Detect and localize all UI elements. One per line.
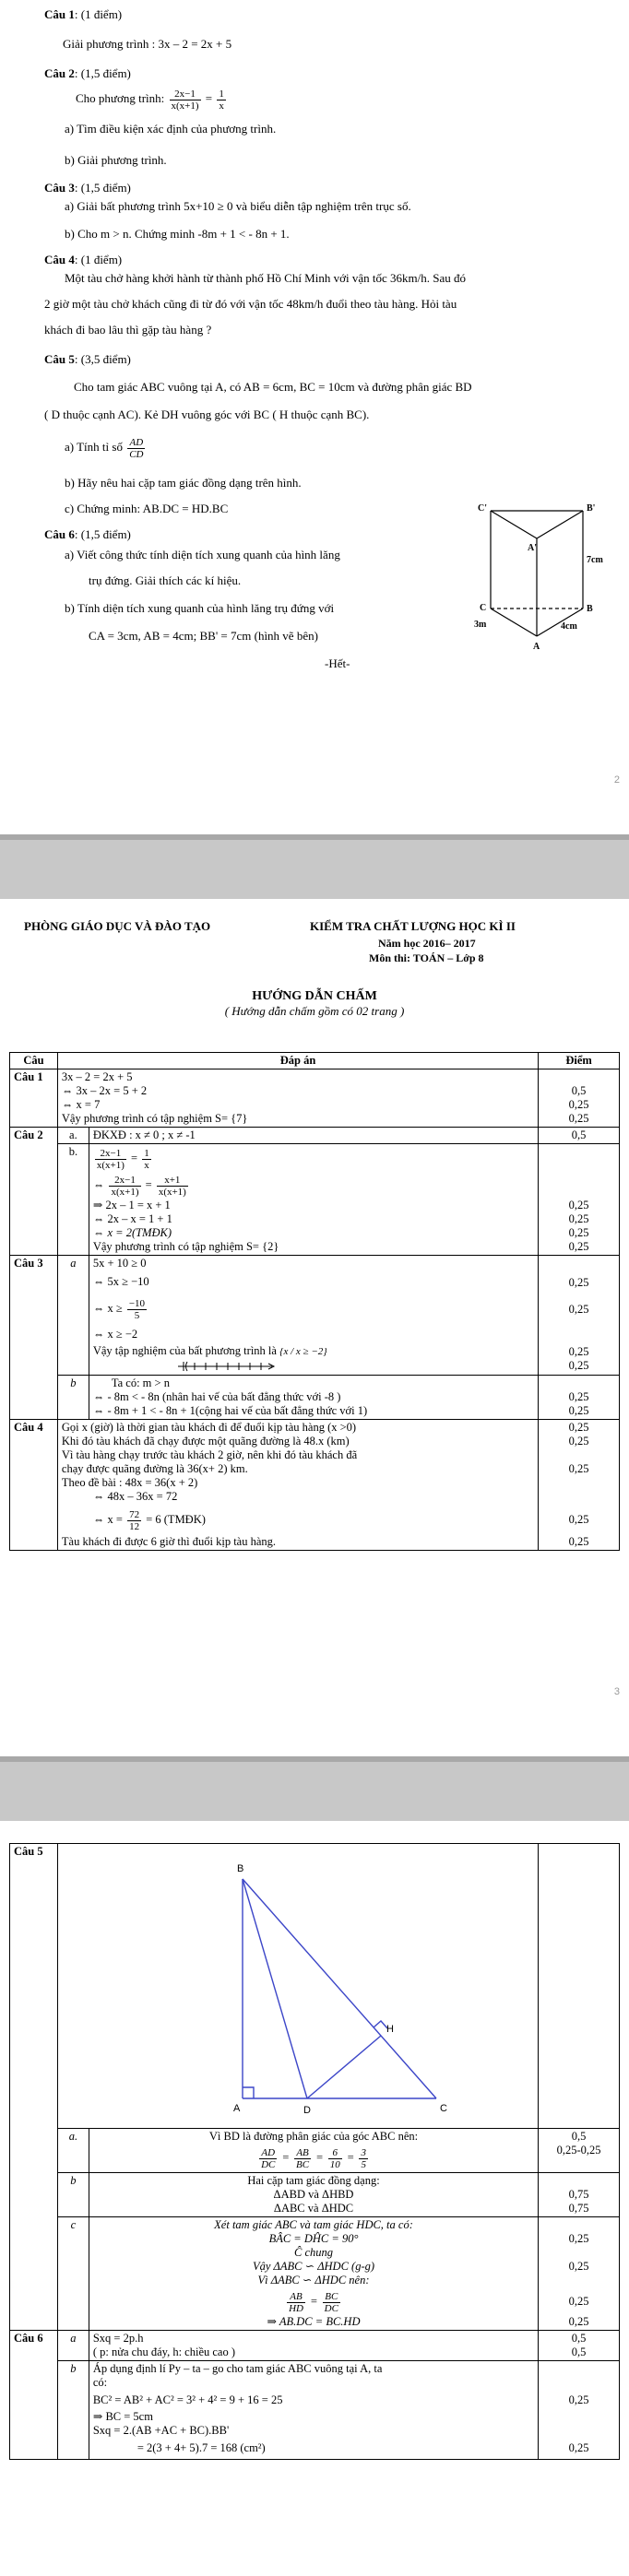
answer-line: Vì ΔABC ∽ ΔHDC nên: [257,2274,370,2286]
exam-title: KIỂM TRA CHẤT LƯỢNG HỌC KÌ II [310,919,516,933]
score-value: 0,25 [568,1276,589,1289]
prism-label-ca: 3m [474,620,487,630]
col-header-question: Câu [10,1053,58,1069]
answer-line: Vậy phương trình có tập nghiệm S= {2} [92,1240,279,1253]
q4-heading: Câu 4: (1 điểm) [44,253,123,266]
col-header-score: Điểm [539,1053,620,1069]
answer-line: ⇔ $\frac{2x-1}{x(x+1)}$ = $\frac{x+1}{x(x+1)}$ [92,1174,186,1198]
score-value: 0,25 [568,1226,589,1239]
page-separator [0,1756,629,1821]
score-value: 0,5 [571,2130,587,2143]
answer-cell [57,1420,538,1551]
score-value: 0,5 [571,2332,587,2345]
score-cell [539,1069,620,1128]
q5-line-2: ( D thuộc cạnh AC). Kẻ DH vuông góc với BC ( H thuộc cạnh BC). [44,408,370,421]
q6-part-a-2: trụ đứng. Giải thích các kí hiệu. [89,573,242,587]
answer-line: ⇔ 3x – 2x = 5 + 2 [61,1084,148,1097]
question-label: Câu 5 [10,1844,58,2331]
q2-heading: Câu 2: (1,5 điểm) [44,66,131,80]
tri-label-b: B [236,1863,244,1874]
table-row [10,2331,620,2361]
part-label: b [57,2361,89,2460]
table-row [10,1144,620,1256]
score-value: 0,25 [568,1435,589,1448]
answer-line: ⇔ 48x – 36x = 72 [92,1490,178,1504]
page-number: 2 [613,774,620,786]
score-value: 0,25 [568,1404,589,1418]
answer-line: ⇔ 2x – x = 1 + 1 [92,1212,172,1225]
answer-line: Vậy tập nghiệm của bất phương trình là {x / x ≥ −2} [92,1344,327,1357]
score-value: 0,25 [568,1359,589,1372]
score-value: 0,5 [571,2346,587,2358]
score-value: 0,25 [568,1303,589,1316]
answer-line: ⇔ - 8m + 1 < - 8n + 1(cộng hai vế của bất đẳng thức với 1) [92,1404,368,1418]
q2-part-a: a) Tìm điều kiện xác định của phương trình. [65,122,277,136]
score-value: 0,25 [568,2232,589,2245]
score-value: 0,25 [568,1390,589,1404]
score-cell [539,2217,620,2331]
answer-line: chạy được quãng đường là 36(x+ 2) km. [61,1462,248,1476]
answer-line: Vậy ΔABC ∽ ΔHDC (g-g) [252,2260,375,2273]
score-cell [539,1844,620,2129]
answer-line: ⇔ - 8m < - 8n (nhân hai vế của bất đẳng thức với -8 ) [92,1390,341,1404]
answer-line: Vì BD là đường phân giác của góc ABC nên: [208,2130,419,2143]
score-cell [539,2173,620,2217]
answer-line: Tàu khách đi được 6 giờ thì đuổi kịp tàu hàng. [61,1535,277,1549]
table-header-row [10,1053,620,1069]
score-value: 0,25 [568,2315,589,2328]
score-cell [539,1128,620,1144]
table-row [10,1256,620,1376]
score-cell [539,2129,620,2173]
answer-cell [89,2173,538,2217]
answer-line: ⇒ AB.DC = BC.HD [267,2315,361,2328]
tri-label-h: H [386,2024,394,2035]
answer-line: Áp dụng định lí Py – ta – go cho tam giác ABC vuông tại A, ta [92,2362,383,2375]
answer-line: Xét tam giác ABC và tam giác HDC, ta có: [214,2218,413,2231]
page-separator [0,834,629,899]
q6-part-b-2: CA = 3cm, AB = 4cm; BB' = 7cm (hình vẽ bên) [89,629,318,643]
figure-cell [57,1844,538,2129]
triangle-figure [215,1857,455,2115]
guide-subtitle: ( Hướng dẫn chấm gồm có 02 trang ) [224,1004,405,1018]
answer-cell [89,2129,538,2173]
part-label: c [57,2217,89,2331]
score-value: 0,25 [568,1535,589,1549]
prism-label-c1: C' [478,503,487,514]
answer-cell [89,2361,538,2460]
table-row [10,1420,620,1551]
answer-line: 5x + 10 ≥ 0 [92,1257,147,1270]
q3-part-a: a) Giải bất phương trình 5x+10 ≥ 0 và biểu diễn tập nghiệm trên trục số. [65,199,411,213]
q1-heading: Câu 1: (1 điểm) [44,7,123,21]
score-value: 0,25 [568,2441,589,2454]
score-value: 0,75 [568,2202,589,2215]
q2-equation: Cho phương trình: $\frac{2x-1}{x(x+1)}$ = $\frac{1}{x}$ [76,88,224,112]
prism-label-height: 7cm [587,555,603,565]
answer-line: Vậy phương trình có tập nghiệm S= {7} [61,1112,248,1125]
score-value: 0,25 [568,1240,589,1253]
q5-part-c: c) Chứng minh: AB.DC = HD.BC [65,502,229,515]
table-row [10,2129,620,2173]
answer-cell [89,1376,538,1420]
prism-label-b: B [587,604,593,614]
q4-line-2: 2 giờ một tàu chở khách cũng đi từ đó với vận tốc 48km/h đuổi theo tàu hàng. Hỏi tàu [44,297,457,311]
answer-line: ⇔ x = 7 [61,1098,101,1111]
q1-text: Giải phương trình : 3x – 2 = 2x + 5 [63,37,232,51]
score-cell [539,1256,620,1376]
answer-line: ⇒ 2x – 1 = x + 1 [92,1199,171,1211]
q5-line-1: Cho tam giác ABC vuông tại A, có AB = 6cm, BC = 10cm và đường phân giác BD [74,380,472,394]
answer-line: ΔABC và ΔHDC [273,2202,354,2215]
table-row [10,1376,620,1420]
question-label: Câu 6 [10,2331,58,2460]
score-value: 0,25 [568,1199,589,1211]
answer-line: ⇔ 5x ≥ −10 [92,1275,149,1288]
q5-part-b: b) Hãy nêu hai cặp tam giác đồng dạng trên hình. [65,476,302,490]
answer-line: ⇔ x ≥ −2 [92,1328,138,1341]
q2-part-b: b) Giải phương trình. [65,153,167,167]
prism-figure [472,500,611,656]
q4-line-3: khách đi bao lâu thì gặp tàu hàng ? [44,323,212,337]
guide-page-2 [0,1821,629,2576]
score-value: 0,25 [568,1345,589,1358]
answer-line: có: [92,2376,108,2389]
page-number: 3 [613,1686,620,1697]
question-label: Câu 3 [10,1256,58,1420]
score-value: 0,5 [571,1084,587,1097]
question-label: Câu 2 [10,1128,58,1256]
part-label: b [57,2173,89,2217]
number-line [93,1359,534,1374]
table-row [10,1069,620,1128]
guide-page-1 [0,899,629,1756]
answer-line: BC² = AB² + AC² = 3² + 4² = 9 + 16 = 25 [92,2393,283,2406]
answer-cell [89,1128,538,1144]
score-value: 0,75 [568,2188,589,2201]
q5-heading: Câu 5: (3,5 điểm) [44,352,131,366]
answer-line: Khi đó tàu khách đã chạy được một quãng đường là 48.x (km) [61,1435,350,1448]
prism-label-b1: B' [587,503,596,514]
answer-line: ⇒ BC = 5cm [92,2410,153,2423]
table-row [10,2173,620,2217]
q4-line-1: Một tàu chở hàng khởi hành từ thành phố Hồ Chí Minh với vận tốc 36km/h. Sau đó [65,271,466,285]
score-value: 0,25 [568,1421,589,1435]
score-value: 0,25 [568,1212,589,1225]
table-row [10,2217,620,2331]
answer-line: Gọi x (giờ) là thời gian tàu khách đi để đuổi kịp tàu hàng (x >0) [61,1421,357,1435]
tri-label-d: D [303,2105,311,2115]
answer-line: ( p: nửa chu đáy, h: chiều cao ) [92,2346,236,2358]
tri-label-c: C [439,2103,447,2114]
score-value: 0,25 [568,1513,589,1527]
table-row [10,1128,620,1144]
part-label: a [57,2331,89,2361]
answer-table-1 [9,1052,620,1551]
answer-cell [89,2331,538,2361]
number-line-icon [176,1359,278,1374]
score-value: 0,5 [571,1128,587,1141]
score-value: 0,25 [568,1112,589,1125]
answer-line: $\frac{AD}{DC}$ = $\frac{AB}{BC}$ = $\frac{6}{10}$ = $\frac{3}{5}$ [261,2146,366,2170]
score-value: 0,25 [568,2260,589,2273]
prism-label-a1: A' [528,543,537,553]
table-row [10,2361,620,2460]
answer-line: Ta có: m > n [111,1377,170,1390]
q6-heading: Câu 6: (1,5 điểm) [44,527,131,541]
answer-line: $\frac{2x-1}{x(x+1)}$ = $\frac{1}{x}$ [96,1147,149,1171]
q6-part-b-1: b) Tính diện tích xung quanh của hình lăng trụ đứng với [65,601,335,615]
answer-line: BÂC = DĤC = 90° [268,2232,359,2245]
score-value: 0,25 [568,2393,589,2406]
col-header-answer: Đáp án [57,1053,538,1069]
table-row [10,1844,620,2129]
q3-heading: Câu 3: (1,5 điểm) [44,181,131,195]
answer-cell [89,1144,538,1256]
part-label: a. [57,1128,89,1144]
score-value: 0,25-0,25 [556,2144,601,2157]
answer-line: 3x – 2 = 2x + 5 [61,1070,133,1083]
answer-cell [89,2217,538,2331]
guide-title: HƯỚNG DẪN CHẤM [252,989,377,1003]
answer-line: ⇔ x = 2(TMĐK) [92,1226,172,1239]
score-cell [539,2331,620,2361]
score-cell [539,1144,620,1256]
part-label: b [57,1376,89,1420]
answer-line: Hai cặp tam giác đồng dạng: [247,2174,380,2187]
prism-label-ab: 4cm [561,621,577,632]
answer-line: Ĉ chung [294,2246,334,2259]
answer-cell [89,1256,538,1376]
answer-line: Sxq = 2.(AB +AC + BC).BB' [92,2424,230,2437]
part-label: a. [57,2129,89,2173]
question-label: Câu 1 [10,1069,58,1128]
q5-part-a: a) Tính tỉ số $\frac{AD}{CD}$ [65,436,144,460]
answer-table-2 [9,1843,620,2460]
score-cell [539,1376,620,1420]
question-label: Câu 4 [10,1420,58,1551]
score-value: 0,25 [568,2295,589,2308]
score-value: 0,25 [568,1462,589,1476]
answer-line: Vì tàu hàng chạy trước tàu khách 2 giờ, nên khi đó tàu khách đã [61,1448,358,1462]
score-value: 0,25 [568,1098,589,1111]
subject: Môn thi: TOÁN – Lớp 8 [369,951,484,964]
q6-part-a-1: a) Viết công thức tính diện tích xung quanh của hình lăng [65,548,340,561]
answer-line: ΔABD và ΔHBD [273,2188,354,2201]
exam-page [0,0,629,834]
answer-line: ⇔ x ≥ $\frac{-10}{5}$ [92,1297,146,1321]
school-year: Năm học 2016– 2017 [378,937,476,950]
score-cell [539,1420,620,1551]
answer-cell [57,1069,538,1128]
q3-part-b: b) Cho m > n. Chứng minh -8m + 1 < - 8n + 1. [65,227,290,241]
answer-line: = 2(3 + 4+ 5).7 = 168 (cm²) [136,2441,266,2454]
answer-line: ĐKXĐ : x ≠ 0 ; x ≠ -1 [92,1128,196,1141]
answer-line: Sxq = 2p.h [92,2332,144,2345]
tri-label-a: A [232,2103,241,2114]
answer-line: $\frac{AB}{HD}$ = $\frac{BC}{DC}$ [289,2290,338,2314]
end-mark: -Hết- [325,656,350,670]
prism-label-c: C [480,603,487,613]
score-cell [539,2361,620,2460]
answer-line: ⇔ x = $\frac{72}{12}$ = 6 (TMĐK) [92,1508,206,1532]
answer-line: Theo đề bài : 48x = 36(x + 2) [61,1476,198,1490]
part-label: a [57,1256,89,1376]
prism-label-a: A [533,642,540,652]
dept-name: PHÒNG GIÁO DỤC VÀ ĐÀO TẠO [24,919,211,933]
part-label: b. [57,1144,89,1256]
